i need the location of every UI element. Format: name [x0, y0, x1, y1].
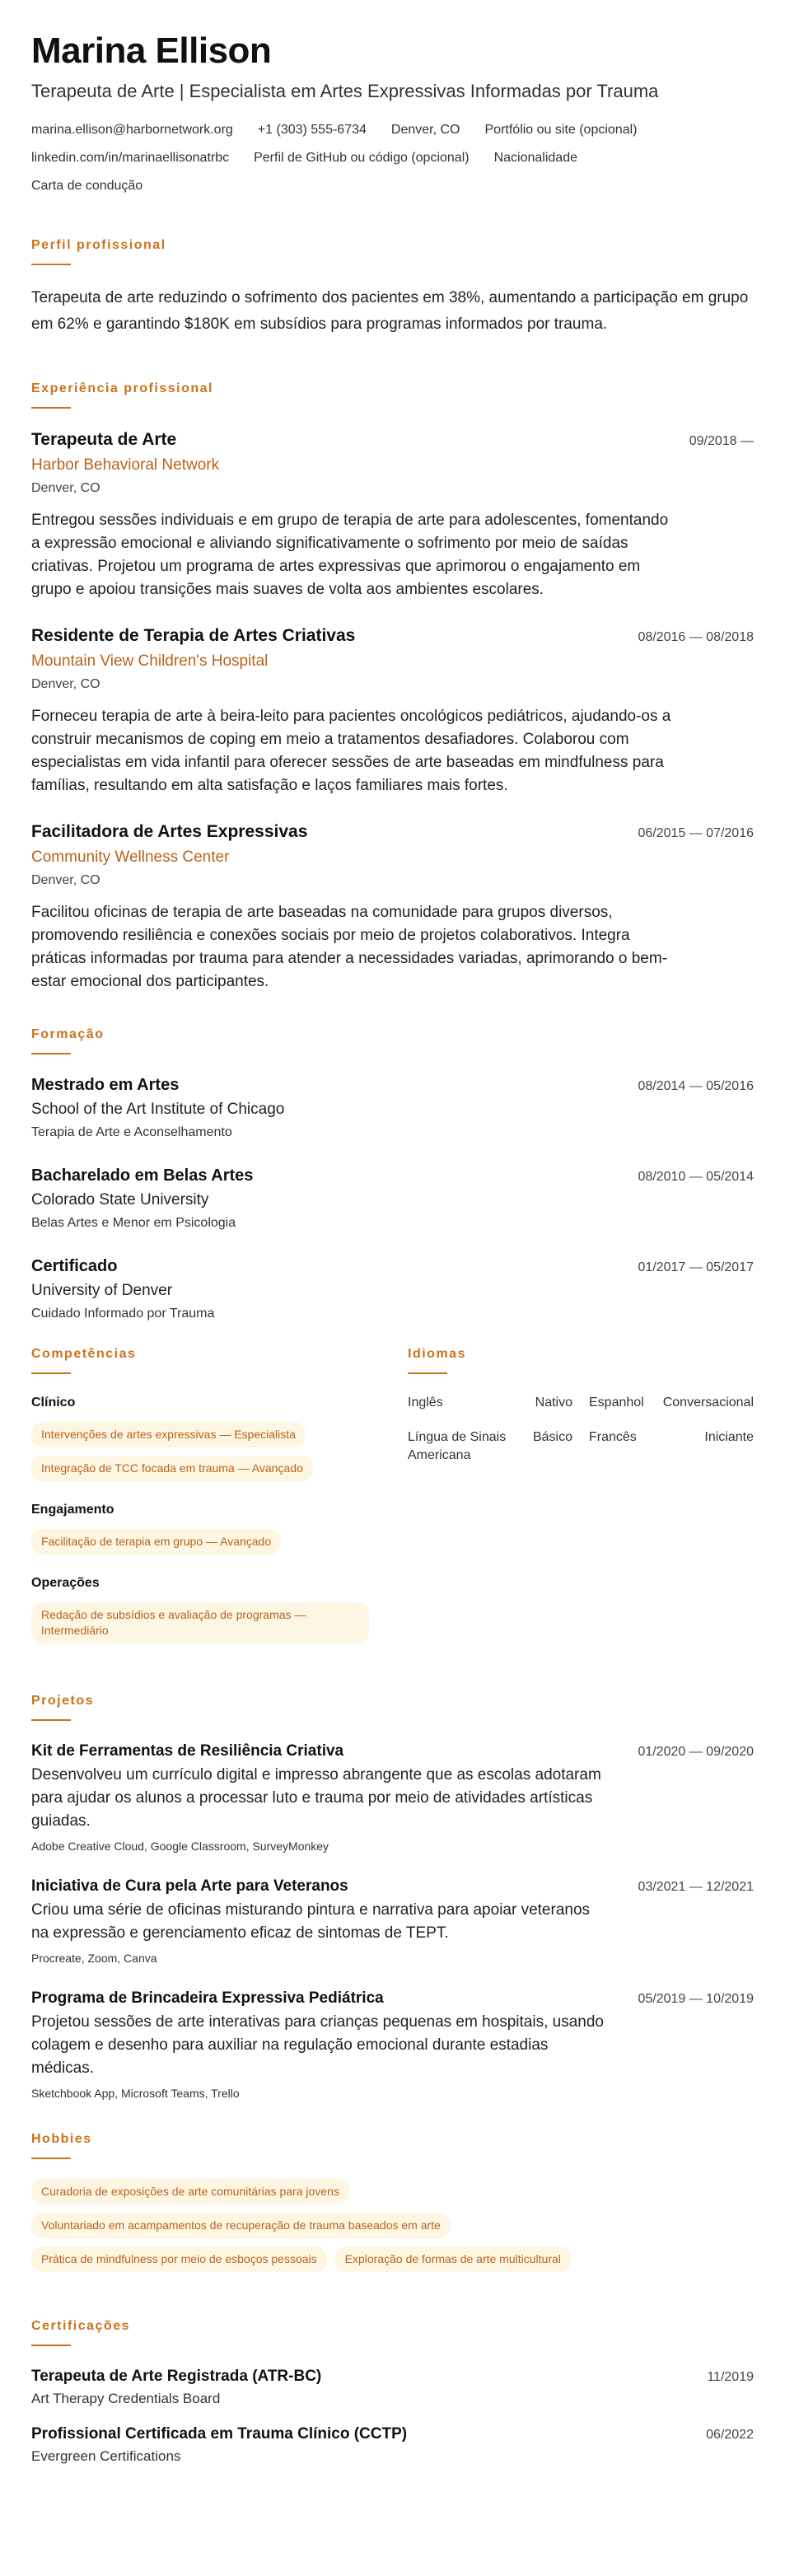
- certification-entry: [31, 2424, 754, 2466]
- skill-chip: Intervenções de artes expressivas — Especialista: [31, 1422, 306, 1447]
- school-name: Colorado State University: [31, 1191, 209, 1209]
- section-divider: [31, 1053, 71, 1054]
- profile-summary: Terapeuta de arte reduzindo o sofrimento dos pacientes em 38%, aumentando a participação em grupo em 62% e garantindo $180K em subsídios para programas informados por trauma.: [31, 289, 749, 333]
- section-divider: [31, 1719, 71, 1721]
- section-divider: [408, 1372, 447, 1374]
- section-divider: [31, 2158, 71, 2159]
- contact-location: Denver, CO: [390, 123, 460, 137]
- language-item: [408, 1394, 572, 1412]
- skills-languages-row: [31, 1346, 754, 1663]
- section-title: Experiência profissional: [31, 381, 213, 395]
- job-location: Denver, CO: [31, 677, 100, 691]
- degree-title: Bacharelado em Belas Artes: [31, 1166, 254, 1185]
- skill-group-title: Engajamento: [31, 1503, 114, 1517]
- language-item: [589, 1428, 754, 1465]
- project-tools: Procreate, Zoom, Canva: [31, 1952, 157, 1965]
- contact-email[interactable]: marina.ellison@harbornetwork.org: [31, 123, 233, 137]
- contact-phone[interactable]: +1 (303) 555-6734: [257, 123, 367, 137]
- education-dates: 08/2014 — 05/2016: [638, 1079, 754, 1093]
- degree-title: Certificado: [31, 1257, 118, 1275]
- skill-group: [31, 1574, 369, 1643]
- education-dates: 08/2010 — 05/2014: [638, 1170, 754, 1184]
- project-tools: Adobe Creative Cloud, Google Classroom, SurveyMonkey: [31, 1840, 329, 1853]
- language-name: Inglês: [408, 1396, 443, 1410]
- section-title: Perfil profissional: [31, 238, 166, 252]
- school-name: School of the Art Institute of Chicago: [31, 1101, 285, 1118]
- candidate-headline: Terapeuta de Arte | Especialista em Artes Expressivas Informadas por Trauma: [31, 81, 659, 101]
- skill-chip: Redação de subsídios e avaliação de programas — Intermediário: [31, 1602, 369, 1643]
- skill-chip: Integração de TCC focada em trauma — Avançado: [31, 1456, 313, 1481]
- section-title: Competências: [31, 1347, 137, 1361]
- project-entry: [31, 1988, 754, 2101]
- experience-entry: [31, 624, 754, 797]
- job-title: Residente de Terapia de Artes Criativas: [31, 626, 356, 645]
- project-description: Criou uma série de oficinas misturando pintura e narrativa para apoiar veteranos na expressão e gerenciamento eficaz de sintomas de TEPT.: [31, 1901, 591, 1942]
- certification-issuer: Art Therapy Credentials Board: [31, 2391, 221, 2406]
- job-dates: 09/2018 —: [689, 434, 754, 448]
- hobbies-section: [31, 2131, 754, 2272]
- job-title: Terapeuta de Arte: [31, 430, 177, 449]
- job-employer: Harbor Behavioral Network: [31, 456, 220, 474]
- contact-linkedin[interactable]: linkedin.com/in/marinaellisonatrbc: [31, 151, 230, 165]
- education-entry: [31, 1255, 754, 1323]
- hobby-chip: Prática de mindfulness por meio de esboços pessoais: [31, 2246, 327, 2272]
- experience-entry: [31, 428, 754, 601]
- education-dates: 01/2017 — 05/2017: [638, 1260, 754, 1274]
- project-entry: [31, 1741, 754, 1854]
- language-name: Língua de Sinais Americana: [408, 1430, 507, 1462]
- projects-section: [31, 1693, 754, 2101]
- project-tools: Sketchbook App, Microsoft Teams, Trello: [31, 2087, 240, 2100]
- experience-section: [31, 381, 754, 993]
- section-title: Certificações: [31, 2319, 130, 2333]
- skills-section: [31, 1346, 369, 1663]
- section-divider: [31, 1372, 71, 1374]
- job-dates: 06/2015 — 07/2016: [638, 826, 754, 840]
- certifications-section: [31, 2318, 754, 2466]
- language-name: Francês: [589, 1430, 637, 1444]
- certification-date: 06/2022: [706, 2428, 754, 2442]
- contact-driving-license: Carta de condução: [31, 179, 143, 193]
- certification-title: Profissional Certificada em Trauma Clínico (CCTP): [31, 2425, 408, 2443]
- profile-section: [31, 237, 754, 338]
- section-divider: [31, 2345, 71, 2346]
- language-item: [589, 1394, 754, 1412]
- candidate-name: Marina Ellison: [31, 30, 272, 71]
- language-item: [408, 1428, 572, 1465]
- hobby-chip: Curadoria de exposições de arte comunitárias para jovens: [31, 2179, 349, 2204]
- skill-group-title: Clínico: [31, 1396, 76, 1410]
- job-location: Denver, CO: [31, 873, 100, 887]
- hobby-chip: Voluntariado em acampamentos de recuperação de trauma baseados em arte: [31, 2213, 451, 2238]
- school-name: University of Denver: [31, 1282, 173, 1299]
- certification-issuer: Evergreen Certifications: [31, 2448, 181, 2464]
- certification-entry: [31, 2366, 754, 2409]
- project-entry: [31, 1876, 754, 1966]
- job-title: Facilitadora de Artes Expressivas: [31, 822, 308, 841]
- certification-title: Terapeuta de Arte Registrada (ATR-BC): [31, 2368, 322, 2385]
- contact-nationality: Nacionalidade: [493, 151, 577, 165]
- job-dates: 08/2016 — 08/2018: [638, 630, 754, 644]
- job-employer: Community Wellness Center: [31, 849, 230, 866]
- languages-section: [408, 1346, 754, 1663]
- experience-entry: [31, 820, 754, 993]
- language-level: Conversacional: [662, 1396, 754, 1410]
- skill-chip: Facilitação de terapia em grupo — Avançado: [31, 1529, 281, 1554]
- project-dates: 01/2020 — 09/2020: [638, 1745, 754, 1759]
- job-location: Denver, CO: [31, 481, 100, 495]
- section-title: Projetos: [31, 1694, 95, 1708]
- job-description: Entregou sessões individuais e em grupo de terapia de arte para adolescentes, fomentando a expressão emocional e aliviando significativamente o sofrimento por meio de saídas criativas. Projetou um programa de artes expressivas que aprimorou o engajamento em grupo e apoiou transições mais suaves de volta aos ambientes escolares.: [31, 512, 669, 598]
- education-entry: [31, 1165, 754, 1232]
- project-dates: 05/2019 — 10/2019: [638, 1992, 754, 2006]
- language-row: [408, 1394, 754, 1412]
- job-description: Forneceu terapia de arte à beira-leito para pacientes oncológicos pediátricos, ajudando-os a construir mecanismos de coping em meio a tratamentos desafiadores. Colaborou com especialistas em vida infantil para oferecer sessões de arte baseadas em mindfulness para famílias, resultando em alta satisfação e laços familiares mais fortes.: [31, 708, 671, 794]
- education-entry: [31, 1074, 754, 1142]
- project-title: Iniciativa de Cura pela Arte para Veteranos: [31, 1877, 348, 1895]
- field-of-study: Belas Artes e Menor em Psicologia: [31, 1216, 236, 1230]
- field-of-study: Cuidado Informado por Trauma: [31, 1307, 215, 1321]
- language-level: Iniciante: [704, 1430, 754, 1444]
- section-title: Hobbies: [31, 2132, 92, 2146]
- section-divider: [31, 264, 71, 265]
- section-divider: [31, 407, 71, 409]
- project-dates: 03/2021 — 12/2021: [638, 1880, 754, 1894]
- project-title: Kit de Ferramentas de Resiliência Criativa: [31, 1742, 344, 1760]
- degree-title: Mestrado em Artes: [31, 1076, 180, 1094]
- contact-list: [31, 122, 690, 194]
- education-section: [31, 1026, 754, 1323]
- skill-group: [31, 1394, 369, 1481]
- language-name: Espanhol: [589, 1396, 644, 1410]
- section-title: Idiomas: [408, 1347, 466, 1361]
- contact-portfolio[interactable]: Portfólio ou site (opcional): [484, 123, 638, 137]
- contact-github[interactable]: Perfil de GitHub ou código (opcional): [254, 151, 470, 165]
- project-description: Desenvolveu um currículo digital e impresso abrangente que as escolas adotaram para ajudar os alunos a processar luto e trauma por meio de atividades artísticas guiadas.: [31, 1766, 601, 1830]
- project-description: Projetou sessões de arte interativas para crianças pequenas em hospitais, usando colagem e desenho para auxiliar na regulação emocional durante estadias médicas.: [31, 2013, 604, 2077]
- certification-date: 11/2019: [707, 2370, 754, 2384]
- field-of-study: Terapia de Arte e Aconselhamento: [31, 1125, 232, 1139]
- language-level: Nativo: [535, 1396, 572, 1410]
- skill-group: [31, 1501, 369, 1554]
- job-description: Facilitou oficinas de terapia de arte baseadas na comunidade para grupos diversos, promovendo resiliência e conexões sociais por meio de projetos colaborativos. Integra práticas informadas por trauma para atender a necessidades variadas, aprimorando o bem-estar emocional dos participantes.: [31, 904, 668, 990]
- project-title: Programa de Brincadeira Expressiva Pediátrica: [31, 1989, 384, 2007]
- language-level: Básico: [532, 1430, 572, 1444]
- hobby-chip: Exploração de formas de arte multicultural: [335, 2246, 571, 2272]
- resume-header: [31, 30, 754, 194]
- skill-group-title: Operações: [31, 1576, 100, 1590]
- language-row: [408, 1428, 754, 1465]
- job-employer: Mountain View Children's Hospital: [31, 652, 269, 670]
- section-title: Formação: [31, 1027, 105, 1041]
